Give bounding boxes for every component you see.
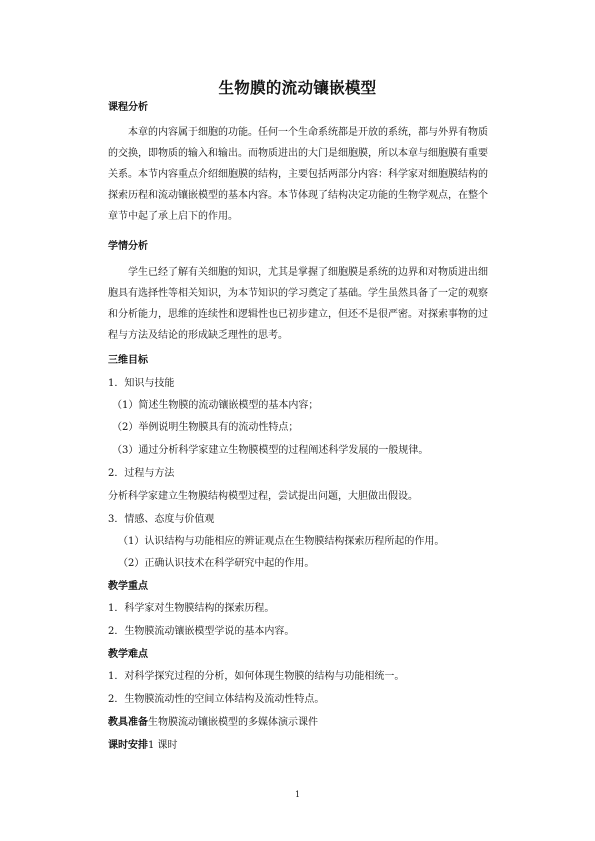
page-title: 生物膜的流动镶嵌模型 <box>218 78 377 97</box>
materials-value: 生物膜流动镶嵌模型的多媒体演示课件 <box>148 717 318 728</box>
student-analysis-text: 学生已经了解有关细胞的知识，尤其是掌握了细胞膜是系统的边界和对物质进出细胞具有选择性等相关知识，为本节知识的学习奠定了基础。学生虽然具备了一定的观察和分析能力，思维的连续性和逻辑性也已初步建立，但还不是很严密。对探索事物的过程与方法及结论的形成缺乏理性的思考。 <box>108 267 488 341</box>
schedule-label: 课时安排 <box>108 740 148 751</box>
objective-item: （1）简述生物膜的流动镶嵌模型的基本内容； <box>112 400 319 411</box>
objective-item: （3）通过分析科学家建立生物膜模型的过程阐述科学发展的一般规律。 <box>112 445 429 456</box>
key-points-heading: 教学重点 <box>108 581 148 592</box>
objective-item: 3．情感、态度与价值观 <box>108 514 215 525</box>
objective-item: （2）举例说明生物膜具有的流动性特点； <box>112 422 299 433</box>
difficulties-heading: 教学难点 <box>108 649 148 660</box>
student-analysis-heading: 学情分析 <box>108 241 148 252</box>
key-point-item: 2．生物膜流动镶嵌模型学说的基本内容。 <box>108 626 295 637</box>
key-point-item: 1．科学家对生物膜结构的探索历程。 <box>108 603 275 614</box>
materials-label: 教具准备 <box>108 717 148 728</box>
objective-item: 2．过程与方法 <box>108 468 175 479</box>
difficulty-item: 2．生物膜流动性的空间立体结构及流动性特点。 <box>108 694 325 705</box>
course-analysis-heading: 课程分析 <box>108 102 148 113</box>
objectives-heading: 三维目标 <box>108 355 148 366</box>
objective-item: 1．知识与技能 <box>108 378 175 389</box>
objective-item: 分析科学家建立生物膜结构模型过程，尝试提出问题，大胆做出假设。 <box>108 491 418 502</box>
schedule-value: 1 课时 <box>148 740 178 751</box>
schedule-line <box>108 739 178 753</box>
difficulty-item: 1．对科学探究过程的分析，如何体现生物膜的结构与功能相统一。 <box>108 671 405 682</box>
course-analysis-text: 本章的内容属于细胞的功能。任何一个生命系统都是开放的系统，都与外界有物质的交换，即物质的输入和输出。而物质进出的大门是细胞膜，所以本章与细胞膜有重要关系。本节内容重点介绍细胞膜的结构，主要包括两部分内容：科学家对细胞膜结构的探索历程和流动镶嵌模型的基本内容。本节体现了结构决定功能的生物学观点，在整个章节中起了承上启下的作用。 <box>108 127 488 222</box>
page-number: 1 <box>294 790 301 799</box>
objective-item: （2）正确认识技术在科学研究中起的作用。 <box>118 558 315 569</box>
materials-line <box>108 716 318 730</box>
objective-item: （1）认识结构与功能相应的辨证观点在生物膜结构探索历程所起的作用。 <box>118 536 445 547</box>
